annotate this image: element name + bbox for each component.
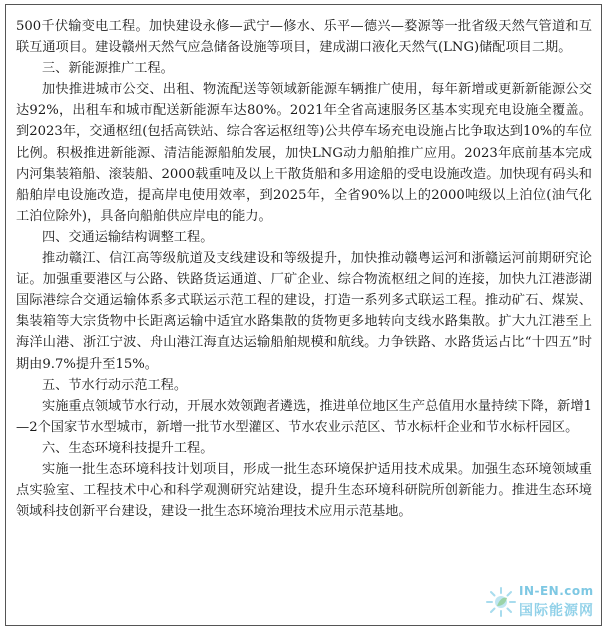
document-body (16, 16, 592, 522)
paragraph-transport: 推动赣江、信江高等级航道及支线建设和等级提升，加快推动赣粤运河和浙赣运河前期研究论证。加强重要港区与公路、铁路货运通道、厂矿企业、综合物流枢纽之间的连接，加快九江港澎湖国际港综合交通运输体系多式联运示范工程的建设，打造一系列多式联运工程。推动矿石、煤炭、集装箱等大宗货物中长距离运输中适宜水路集散的货物更多地转向支线水路集散。扩大九江港至上海洋山港、浙江宁波、舟山港江海直达运输船舶规模和航线。力争铁路、水路货运占比“十四五”时期由9.7%提升至15%。 (16, 251, 592, 372)
section-heading-new-energy: 三、新能源推广工程。 (42, 61, 174, 77)
paragraph-water-saving: 实施重点领域节水行动，开展水效领跑者遴选，推进单位地区生产总值用水量持续下降，新增1—2个国家节水型城市，新增一批节水型灌区、节水农业示范区、节水标杆企业和节水标杆园区。 (16, 398, 592, 435)
section-heading-eco-tech: 六、生态环境科技提升工程。 (42, 440, 214, 456)
watermark-en-text: IN-EN.com (519, 584, 594, 598)
sun-leaf-logo-icon (485, 586, 517, 618)
section-heading-transport: 四、交通运输结构调整工程。 (42, 229, 214, 245)
paragraph-new-energy: 加快推进城市公交、出租、物流配送等领域新能源车辆推广使用，每年新增或更新新能源公交达92%，出租车和城市配送新能源车达80%。2021年全省高速服务区基本实现充电设施全覆盖。到2023年，交通枢纽(包括高铁站、综合客运枢纽等)公共停车场充电设施占比争取达到10%的车位比例。积极推进新能源、清洁能源船舶发展，加快LNG动力船舶推广应用。2023年底前基本完成内河集装箱船、滚装船、2000载重吨及以上干散货船和多用途船的受电设施改造。加快现有码头和船舶岸电设施改造，提高岸电使用效率，到2025年，全省90%以上的2000吨级以上泊位(油气化工泊位除外)，具备向船舶供应岸电的能力。 (16, 82, 592, 224)
paragraph-eco-tech: 实施一批生态环境科技计划项目，形成一批生态环境保护适用技术成果。加强生态环境领域重点实验室、工程技术中心和科学观测研究站建设，提升生态环境科研院所创新能力。推进生态环境领域科技创新平台建设，建设一批生态环境治理技术应用示范基地。 (16, 461, 592, 520)
paragraph-continuation: 500千伏输变电工程。加快建设永修—武宁—修水、乐平—德兴—婺源等一批省级天然气管道和互联互通项目。建设赣州天然气应急储备设施等项目，建成湖口液化天然气(LNG)储配项目二期。 (16, 19, 592, 56)
watermark-cn-text: 国际能源网 (519, 603, 594, 619)
watermark (483, 582, 603, 626)
section-heading-water-saving: 五、节水行动示范工程。 (42, 377, 188, 393)
